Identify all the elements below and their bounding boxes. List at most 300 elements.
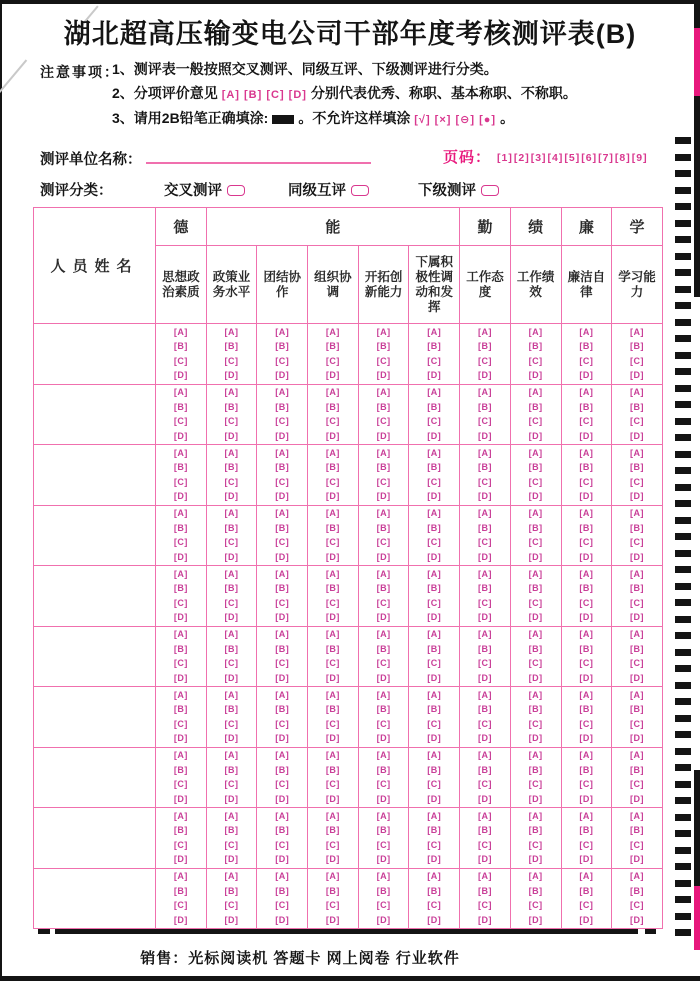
- option-bubble[interactable]: [A]: [427, 689, 442, 700]
- option-bubble[interactable]: [C]: [528, 839, 543, 850]
- option-bubble[interactable]: [A]: [477, 810, 492, 821]
- option-bubble[interactable]: [B]: [528, 462, 543, 473]
- option-bubble[interactable]: [B]: [630, 583, 645, 594]
- option-bubble[interactable]: [C]: [477, 839, 492, 850]
- option-bubble[interactable]: [C]: [630, 779, 645, 790]
- option-bubble[interactable]: [A]: [630, 508, 645, 519]
- option-bubble[interactable]: [D]: [325, 914, 340, 925]
- option-bubble[interactable]: [B]: [173, 764, 188, 775]
- option-bubble[interactable]: [C]: [224, 658, 239, 669]
- option-bubble[interactable]: [D]: [630, 793, 645, 804]
- option-bubble[interactable]: [C]: [376, 416, 391, 427]
- option-bubble[interactable]: [B]: [275, 341, 290, 352]
- option-bubble[interactable]: [B]: [427, 401, 442, 412]
- unit-name-field[interactable]: [146, 146, 371, 164]
- option-bubble[interactable]: [A]: [630, 326, 645, 337]
- option-bubble[interactable]: [B]: [325, 885, 340, 896]
- option-bubble[interactable]: [A]: [477, 629, 492, 640]
- category-checkbox[interactable]: [351, 185, 369, 196]
- option-bubble[interactable]: [A]: [275, 387, 290, 398]
- option-bubble[interactable]: [A]: [325, 387, 340, 398]
- option-bubble[interactable]: [C]: [427, 537, 442, 548]
- option-bubble[interactable]: [A]: [376, 447, 391, 458]
- option-bubble[interactable]: [C]: [376, 779, 391, 790]
- option-bubble[interactable]: [A]: [528, 447, 543, 458]
- option-bubble[interactable]: [C]: [173, 900, 188, 911]
- option-bubble[interactable]: [D]: [173, 914, 188, 925]
- option-bubble[interactable]: [C]: [325, 839, 340, 850]
- option-bubble[interactable]: [A]: [579, 508, 594, 519]
- option-bubble[interactable]: [D]: [579, 551, 594, 562]
- option-bubble[interactable]: [B]: [325, 764, 340, 775]
- option-bubble[interactable]: [D]: [376, 914, 391, 925]
- option-bubble[interactable]: [D]: [275, 612, 290, 623]
- option-bubble[interactable]: [A]: [224, 447, 239, 458]
- option-bubble[interactable]: [C]: [579, 839, 594, 850]
- option-bubble[interactable]: [C]: [224, 718, 239, 729]
- option-bubble[interactable]: [C]: [325, 597, 340, 608]
- option-bubble[interactable]: [C]: [477, 476, 492, 487]
- option-bubble[interactable]: [B]: [579, 885, 594, 896]
- option-bubble[interactable]: [D]: [427, 793, 442, 804]
- option-bubble[interactable]: [D]: [630, 551, 645, 562]
- option-bubble[interactable]: [A]: [275, 508, 290, 519]
- option-bubble[interactable]: [B]: [579, 704, 594, 715]
- option-bubble[interactable]: [B]: [528, 825, 543, 836]
- option-bubble[interactable]: [C]: [224, 779, 239, 790]
- option-bubble[interactable]: [D]: [376, 430, 391, 441]
- option-bubble[interactable]: [C]: [173, 416, 188, 427]
- option-bubble[interactable]: [D]: [477, 430, 492, 441]
- option-bubble[interactable]: [B]: [477, 341, 492, 352]
- option-bubble[interactable]: [C]: [528, 355, 543, 366]
- option-bubble[interactable]: [B]: [224, 764, 239, 775]
- option-bubble[interactable]: [C]: [173, 597, 188, 608]
- option-bubble[interactable]: [A]: [173, 871, 188, 882]
- option-bubble[interactable]: [B]: [579, 825, 594, 836]
- option-bubble[interactable]: [A]: [528, 871, 543, 882]
- option-bubble[interactable]: [C]: [528, 658, 543, 669]
- option-bubble[interactable]: [A]: [427, 871, 442, 882]
- option-bubble[interactable]: [D]: [427, 430, 442, 441]
- option-bubble[interactable]: [A]: [173, 568, 188, 579]
- option-bubble[interactable]: [D]: [630, 430, 645, 441]
- page-no-bubble[interactable]: [2]: [513, 152, 530, 164]
- option-bubble[interactable]: [A]: [528, 750, 543, 761]
- option-bubble[interactable]: [C]: [376, 476, 391, 487]
- option-bubble[interactable]: [C]: [630, 537, 645, 548]
- option-bubble[interactable]: [D]: [630, 854, 645, 865]
- option-bubble[interactable]: [B]: [630, 522, 645, 533]
- page-no-bubble[interactable]: [6]: [581, 152, 598, 164]
- option-bubble[interactable]: [D]: [224, 612, 239, 623]
- option-bubble[interactable]: [D]: [376, 612, 391, 623]
- option-bubble[interactable]: [D]: [528, 370, 543, 381]
- option-bubble[interactable]: [C]: [528, 779, 543, 790]
- option-bubble[interactable]: [B]: [325, 583, 340, 594]
- option-bubble[interactable]: [D]: [477, 793, 492, 804]
- option-bubble[interactable]: [A]: [325, 326, 340, 337]
- page-no-bubble[interactable]: [7]: [598, 152, 614, 164]
- option-bubble[interactable]: [B]: [275, 583, 290, 594]
- option-bubble[interactable]: [C]: [528, 416, 543, 427]
- option-bubble[interactable]: [D]: [224, 430, 239, 441]
- option-bubble[interactable]: [D]: [224, 672, 239, 683]
- option-bubble[interactable]: [A]: [275, 326, 290, 337]
- option-bubble[interactable]: [B]: [427, 341, 442, 352]
- option-bubble[interactable]: [A]: [477, 508, 492, 519]
- option-bubble[interactable]: [B]: [173, 401, 188, 412]
- option-bubble[interactable]: [A]: [579, 629, 594, 640]
- option-bubble[interactable]: [B]: [275, 764, 290, 775]
- option-bubble[interactable]: [C]: [224, 355, 239, 366]
- option-bubble[interactable]: [C]: [173, 476, 188, 487]
- option-bubble[interactable]: [C]: [579, 779, 594, 790]
- option-bubble[interactable]: [C]: [376, 658, 391, 669]
- option-bubble[interactable]: [B]: [579, 341, 594, 352]
- option-bubble[interactable]: [C]: [630, 416, 645, 427]
- option-bubble[interactable]: [C]: [630, 476, 645, 487]
- option-bubble[interactable]: [B]: [224, 885, 239, 896]
- option-bubble[interactable]: [B]: [579, 764, 594, 775]
- option-bubble[interactable]: [A]: [427, 326, 442, 337]
- option-bubble[interactable]: [C]: [224, 900, 239, 911]
- option-bubble[interactable]: [D]: [528, 854, 543, 865]
- option-bubble[interactable]: [A]: [325, 447, 340, 458]
- option-bubble[interactable]: [A]: [579, 750, 594, 761]
- option-bubble[interactable]: [D]: [325, 733, 340, 744]
- option-bubble[interactable]: [D]: [275, 854, 290, 865]
- option-bubble[interactable]: [C]: [630, 355, 645, 366]
- option-bubble[interactable]: [D]: [275, 914, 290, 925]
- option-bubble[interactable]: [B]: [477, 885, 492, 896]
- option-bubble[interactable]: [B]: [477, 462, 492, 473]
- option-bubble[interactable]: [D]: [173, 370, 188, 381]
- option-bubble[interactable]: [B]: [579, 583, 594, 594]
- option-bubble[interactable]: [C]: [528, 718, 543, 729]
- option-bubble[interactable]: [B]: [173, 825, 188, 836]
- option-bubble[interactable]: [D]: [477, 854, 492, 865]
- name-cell[interactable]: [34, 747, 156, 808]
- option-bubble[interactable]: [A]: [275, 568, 290, 579]
- option-bubble[interactable]: [C]: [224, 416, 239, 427]
- option-bubble[interactable]: [A]: [630, 568, 645, 579]
- option-bubble[interactable]: [D]: [275, 551, 290, 562]
- option-bubble[interactable]: [B]: [325, 401, 340, 412]
- option-bubble[interactable]: [C]: [325, 658, 340, 669]
- category-checkbox[interactable]: [227, 185, 245, 196]
- option-bubble[interactable]: [C]: [224, 839, 239, 850]
- option-bubble[interactable]: [C]: [477, 718, 492, 729]
- option-bubble[interactable]: [C]: [477, 900, 492, 911]
- option-bubble[interactable]: [D]: [528, 491, 543, 502]
- option-bubble[interactable]: [D]: [376, 551, 391, 562]
- option-bubble[interactable]: [D]: [579, 491, 594, 502]
- option-bubble[interactable]: [C]: [427, 355, 442, 366]
- option-bubble[interactable]: [D]: [427, 491, 442, 502]
- option-bubble[interactable]: [D]: [579, 793, 594, 804]
- option-bubble[interactable]: [B]: [173, 643, 188, 654]
- option-bubble[interactable]: [C]: [275, 537, 290, 548]
- option-bubble[interactable]: [B]: [427, 522, 442, 533]
- option-bubble[interactable]: [D]: [376, 733, 391, 744]
- option-bubble[interactable]: [B]: [477, 825, 492, 836]
- option-bubble[interactable]: [A]: [224, 326, 239, 337]
- option-bubble[interactable]: [B]: [528, 704, 543, 715]
- option-bubble[interactable]: [B]: [630, 341, 645, 352]
- option-bubble[interactable]: [A]: [325, 508, 340, 519]
- option-bubble[interactable]: [D]: [579, 370, 594, 381]
- option-bubble[interactable]: [D]: [630, 672, 645, 683]
- option-bubble[interactable]: [C]: [275, 900, 290, 911]
- option-bubble[interactable]: [C]: [275, 658, 290, 669]
- option-bubble[interactable]: [D]: [173, 672, 188, 683]
- option-bubble[interactable]: [A]: [275, 871, 290, 882]
- option-bubble[interactable]: [D]: [376, 672, 391, 683]
- name-cell[interactable]: [34, 384, 156, 445]
- option-bubble[interactable]: [C]: [173, 839, 188, 850]
- option-bubble[interactable]: [A]: [579, 447, 594, 458]
- option-bubble[interactable]: [D]: [224, 793, 239, 804]
- option-bubble[interactable]: [D]: [630, 914, 645, 925]
- option-bubble[interactable]: [B]: [630, 401, 645, 412]
- option-bubble[interactable]: [A]: [173, 508, 188, 519]
- option-bubble[interactable]: [A]: [579, 326, 594, 337]
- option-bubble[interactable]: [A]: [325, 810, 340, 821]
- option-bubble[interactable]: [D]: [427, 672, 442, 683]
- option-bubble[interactable]: [B]: [224, 462, 239, 473]
- option-bubble[interactable]: [B]: [173, 341, 188, 352]
- option-bubble[interactable]: [C]: [173, 355, 188, 366]
- option-bubble[interactable]: [C]: [630, 718, 645, 729]
- option-bubble[interactable]: [D]: [630, 491, 645, 502]
- option-bubble[interactable]: [C]: [275, 779, 290, 790]
- option-bubble[interactable]: [B]: [376, 462, 391, 473]
- option-bubble[interactable]: [A]: [630, 447, 645, 458]
- option-bubble[interactable]: [B]: [325, 704, 340, 715]
- name-cell[interactable]: [34, 868, 156, 929]
- option-bubble[interactable]: [A]: [630, 689, 645, 700]
- option-bubble[interactable]: [B]: [376, 885, 391, 896]
- option-bubble[interactable]: [D]: [528, 672, 543, 683]
- option-bubble[interactable]: [A]: [224, 629, 239, 640]
- option-bubble[interactable]: [C]: [275, 416, 290, 427]
- option-bubble[interactable]: [D]: [325, 612, 340, 623]
- option-bubble[interactable]: [C]: [173, 718, 188, 729]
- option-bubble[interactable]: [B]: [427, 825, 442, 836]
- option-bubble[interactable]: [D]: [376, 854, 391, 865]
- option-bubble[interactable]: [C]: [275, 597, 290, 608]
- option-bubble[interactable]: [D]: [275, 491, 290, 502]
- option-bubble[interactable]: [A]: [630, 629, 645, 640]
- option-bubble[interactable]: [C]: [427, 658, 442, 669]
- option-bubble[interactable]: [C]: [224, 597, 239, 608]
- option-bubble[interactable]: [D]: [224, 551, 239, 562]
- option-bubble[interactable]: [B]: [224, 341, 239, 352]
- option-bubble[interactable]: [B]: [528, 401, 543, 412]
- option-bubble[interactable]: [A]: [224, 387, 239, 398]
- option-bubble[interactable]: [B]: [275, 401, 290, 412]
- option-bubble[interactable]: [B]: [224, 704, 239, 715]
- option-bubble[interactable]: [A]: [477, 447, 492, 458]
- option-bubble[interactable]: [D]: [224, 914, 239, 925]
- option-bubble[interactable]: [C]: [325, 779, 340, 790]
- option-bubble[interactable]: [D]: [376, 491, 391, 502]
- option-bubble[interactable]: [C]: [427, 597, 442, 608]
- option-bubble[interactable]: [D]: [528, 914, 543, 925]
- option-bubble[interactable]: [D]: [579, 733, 594, 744]
- option-bubble[interactable]: [B]: [325, 825, 340, 836]
- option-bubble[interactable]: [C]: [325, 718, 340, 729]
- option-bubble[interactable]: [B]: [376, 764, 391, 775]
- option-bubble[interactable]: [D]: [325, 672, 340, 683]
- option-bubble[interactable]: [A]: [275, 810, 290, 821]
- option-bubble[interactable]: [A]: [224, 568, 239, 579]
- option-bubble[interactable]: [D]: [579, 914, 594, 925]
- option-bubble[interactable]: [D]: [173, 430, 188, 441]
- option-bubble[interactable]: [A]: [528, 629, 543, 640]
- option-bubble[interactable]: [A]: [325, 629, 340, 640]
- option-bubble[interactable]: [C]: [224, 537, 239, 548]
- option-bubble[interactable]: [D]: [477, 551, 492, 562]
- option-bubble[interactable]: [A]: [376, 629, 391, 640]
- option-bubble[interactable]: [A]: [275, 750, 290, 761]
- option-bubble[interactable]: [A]: [325, 750, 340, 761]
- option-bubble[interactable]: [A]: [376, 871, 391, 882]
- option-bubble[interactable]: [A]: [528, 568, 543, 579]
- option-bubble[interactable]: [A]: [275, 629, 290, 640]
- option-bubble[interactable]: [D]: [579, 612, 594, 623]
- option-bubble[interactable]: [B]: [579, 401, 594, 412]
- option-bubble[interactable]: [D]: [528, 733, 543, 744]
- option-bubble[interactable]: [B]: [528, 341, 543, 352]
- option-bubble[interactable]: [C]: [325, 900, 340, 911]
- page-no-bubble[interactable]: [5]: [564, 152, 581, 164]
- option-bubble[interactable]: [D]: [325, 430, 340, 441]
- option-bubble[interactable]: [D]: [427, 370, 442, 381]
- option-bubble[interactable]: [B]: [376, 704, 391, 715]
- option-bubble[interactable]: [D]: [477, 491, 492, 502]
- option-bubble[interactable]: [C]: [376, 718, 391, 729]
- option-bubble[interactable]: [A]: [325, 568, 340, 579]
- option-bubble[interactable]: [A]: [376, 689, 391, 700]
- option-bubble[interactable]: [D]: [579, 854, 594, 865]
- option-bubble[interactable]: [A]: [528, 326, 543, 337]
- option-bubble[interactable]: [D]: [528, 430, 543, 441]
- option-bubble[interactable]: [A]: [528, 387, 543, 398]
- option-bubble[interactable]: [B]: [173, 522, 188, 533]
- option-bubble[interactable]: [D]: [427, 612, 442, 623]
- name-cell[interactable]: [34, 324, 156, 385]
- option-bubble[interactable]: [B]: [630, 704, 645, 715]
- option-bubble[interactable]: [A]: [376, 568, 391, 579]
- option-bubble[interactable]: [A]: [528, 810, 543, 821]
- option-bubble[interactable]: [D]: [275, 672, 290, 683]
- option-bubble[interactable]: [C]: [376, 537, 391, 548]
- option-bubble[interactable]: [A]: [376, 508, 391, 519]
- option-bubble[interactable]: [D]: [275, 793, 290, 804]
- option-bubble[interactable]: [C]: [477, 597, 492, 608]
- option-bubble[interactable]: [A]: [224, 689, 239, 700]
- option-bubble[interactable]: [D]: [224, 491, 239, 502]
- option-bubble[interactable]: [C]: [477, 355, 492, 366]
- option-bubble[interactable]: [D]: [224, 370, 239, 381]
- option-bubble[interactable]: [C]: [579, 537, 594, 548]
- option-bubble[interactable]: [D]: [528, 793, 543, 804]
- option-bubble[interactable]: [A]: [528, 689, 543, 700]
- option-bubble[interactable]: [B]: [528, 764, 543, 775]
- option-bubble[interactable]: [C]: [427, 476, 442, 487]
- option-bubble[interactable]: [B]: [376, 401, 391, 412]
- option-bubble[interactable]: [D]: [173, 793, 188, 804]
- option-bubble[interactable]: [B]: [275, 462, 290, 473]
- category-checkbox[interactable]: [481, 185, 499, 196]
- name-cell[interactable]: [34, 808, 156, 869]
- option-bubble[interactable]: [D]: [275, 370, 290, 381]
- option-bubble[interactable]: [C]: [528, 597, 543, 608]
- option-bubble[interactable]: [A]: [427, 387, 442, 398]
- option-bubble[interactable]: [B]: [630, 462, 645, 473]
- option-bubble[interactable]: [A]: [224, 871, 239, 882]
- option-bubble[interactable]: [C]: [325, 476, 340, 487]
- option-bubble[interactable]: [A]: [579, 689, 594, 700]
- option-bubble[interactable]: [B]: [275, 885, 290, 896]
- option-bubble[interactable]: [B]: [275, 522, 290, 533]
- option-bubble[interactable]: [A]: [477, 387, 492, 398]
- option-bubble[interactable]: [D]: [579, 672, 594, 683]
- option-bubble[interactable]: [A]: [376, 810, 391, 821]
- option-bubble[interactable]: [C]: [173, 779, 188, 790]
- option-bubble[interactable]: [B]: [630, 764, 645, 775]
- option-bubble[interactable]: [B]: [173, 462, 188, 473]
- option-bubble[interactable]: [A]: [224, 750, 239, 761]
- option-bubble[interactable]: [A]: [173, 750, 188, 761]
- option-bubble[interactable]: [D]: [325, 793, 340, 804]
- option-bubble[interactable]: [A]: [224, 810, 239, 821]
- option-bubble[interactable]: [A]: [477, 326, 492, 337]
- option-bubble[interactable]: [D]: [173, 733, 188, 744]
- option-bubble[interactable]: [D]: [477, 914, 492, 925]
- option-bubble[interactable]: [C]: [325, 355, 340, 366]
- option-bubble[interactable]: [B]: [477, 643, 492, 654]
- name-cell[interactable]: [34, 687, 156, 748]
- option-bubble[interactable]: [A]: [427, 750, 442, 761]
- option-bubble[interactable]: [A]: [427, 629, 442, 640]
- option-bubble[interactable]: [B]: [579, 643, 594, 654]
- option-bubble[interactable]: [C]: [427, 779, 442, 790]
- option-bubble[interactable]: [B]: [173, 583, 188, 594]
- option-bubble[interactable]: [B]: [630, 825, 645, 836]
- option-bubble[interactable]: [D]: [224, 733, 239, 744]
- option-bubble[interactable]: [D]: [325, 551, 340, 562]
- option-bubble[interactable]: [C]: [376, 900, 391, 911]
- name-cell[interactable]: [34, 626, 156, 687]
- page-no-bubble[interactable]: [3]: [530, 152, 547, 164]
- option-bubble[interactable]: [B]: [427, 643, 442, 654]
- option-bubble[interactable]: [B]: [173, 704, 188, 715]
- option-bubble[interactable]: [A]: [224, 508, 239, 519]
- option-bubble[interactable]: [B]: [376, 341, 391, 352]
- option-bubble[interactable]: [D]: [325, 491, 340, 502]
- option-bubble[interactable]: [D]: [579, 430, 594, 441]
- page-no-bubble[interactable]: [4]: [547, 152, 564, 164]
- option-bubble[interactable]: [D]: [477, 672, 492, 683]
- option-bubble[interactable]: [C]: [427, 900, 442, 911]
- option-bubble[interactable]: [D]: [528, 551, 543, 562]
- option-bubble[interactable]: [B]: [376, 643, 391, 654]
- option-bubble[interactable]: [A]: [376, 326, 391, 337]
- option-bubble[interactable]: [D]: [376, 793, 391, 804]
